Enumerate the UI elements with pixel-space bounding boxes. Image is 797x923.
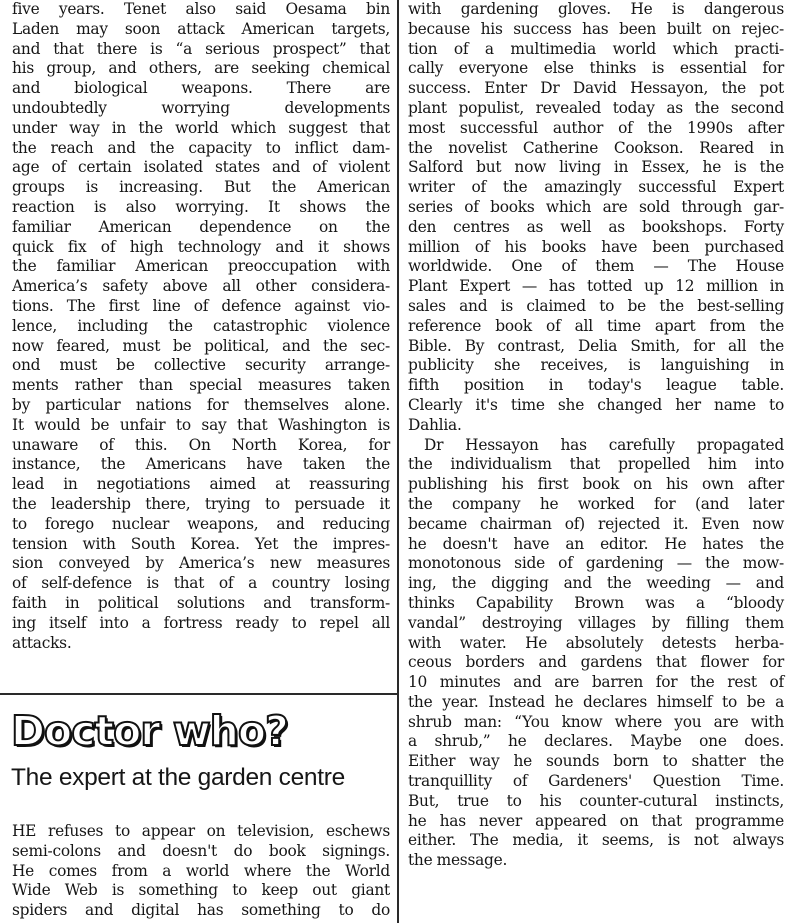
text-line: most successful author of the 1990s after: [408, 118, 784, 137]
text-line: by particular nations for themselves alone.: [12, 395, 390, 414]
text-line: the familiar American preoccupation with: [12, 257, 390, 276]
text-line: a shrub,” he declares. Maybe one does.: [408, 732, 784, 751]
text-line: fifth position in today's league table.: [408, 376, 784, 395]
text-line: He comes from a world where the World: [12, 861, 390, 880]
text-line: five years. Tenet also said Oesama bin: [12, 0, 390, 18]
text-line: age of certain isolated states and of violent: [12, 158, 390, 177]
text-line: familiar American dependence on the: [12, 217, 390, 236]
text-line: ments rather than special measures taken: [12, 376, 390, 395]
text-line: Wide Web is something to keep out giant: [12, 881, 390, 900]
text-line: America’s safety above all other considera-: [12, 277, 390, 296]
text-line: tions. The first line of defence against vio-: [12, 296, 390, 315]
text-line: publicity she receives, is languishing in: [408, 356, 784, 375]
text-line: quick fix of high technology and it shows: [12, 237, 390, 256]
text-line: and that there is “a serious prospect” that: [12, 39, 390, 58]
article-opening: [12, 822, 390, 921]
text-line: plant populist, revealed today as the second: [408, 98, 784, 117]
text-line: publishing his first book on his own after: [408, 475, 784, 494]
text-line: groups is increasing. But the American: [12, 178, 390, 197]
standfirst: The expert at the garden centre: [11, 764, 345, 791]
text-line: he has never appeared on that programme: [408, 811, 784, 830]
text-line: the reach and the capacity to inflict dam-: [12, 138, 390, 157]
text-line: It would be unfair to say that Washington is: [12, 415, 390, 434]
text-line: lead in negotiations aimed at reassuring: [12, 475, 390, 494]
text-line: tranquillity of Gardeners' Question Time.: [408, 772, 784, 791]
text-line: HE refuses to appear on television, eschews: [12, 822, 390, 840]
text-line: with water. He absolutely detests herba-: [408, 633, 784, 652]
text-line: spiders and digital has something to do: [12, 901, 390, 920]
text-line: Salford but now living in Essex, he is the: [408, 158, 784, 177]
text-line: of self-defence is that of a country losing: [12, 574, 390, 593]
text-line: ond must be collective security arrange-: [12, 356, 390, 375]
text-line: cally everyone else thinks is essential for: [408, 59, 784, 78]
text-line: his group, and others, are seeking chemical: [12, 59, 390, 78]
text-line: sion conveyed by America’s new measures: [12, 554, 390, 573]
text-line: sales and is claimed to be the best-selling: [408, 296, 784, 315]
text-line: the company he worked for (and later: [408, 494, 784, 513]
text-line: the year. Instead he declares himself to be a: [408, 692, 784, 711]
text-line: tension with South Korea. Yet the impres-: [12, 534, 390, 553]
text-line: and biological weapons. There are: [12, 79, 390, 98]
text-line: he doesn't have an editor. He hates the: [408, 534, 784, 553]
text-line: success. Enter Dr David Hessayon, the pot: [408, 79, 784, 98]
text-line: because his success has been built on rejec-: [408, 19, 784, 38]
text-line: Plant Expert — has totted up 12 million in: [408, 277, 784, 296]
text-line: the novelist Catherine Cookson. Reared in: [408, 138, 784, 157]
text-line: the message.: [408, 851, 508, 870]
text-line: tion of a multimedia world which practi-: [408, 39, 784, 58]
text-line: reaction is also worrying. It shows the: [12, 197, 390, 216]
text-line: thinks Capability Brown was a “bloody: [408, 593, 784, 612]
right-column-article: [408, 0, 784, 871]
text-line: reference book of all time apart from the: [408, 316, 784, 335]
text-line: den centres as well as bookshops. Forty: [408, 217, 784, 236]
left-column-editorial: [12, 0, 390, 653]
text-line: 10 minutes and are barren for the rest of: [408, 673, 784, 692]
text-line: attacks.: [12, 633, 72, 652]
text-line: writer of the amazingly successful Expert: [408, 178, 784, 197]
text-line: Bible. By contrast, Delia Smith, for all the: [408, 336, 784, 355]
text-line: either. The media, it seems, is not always: [408, 831, 784, 850]
text-line: Clearly it's time she changed her name to: [408, 395, 784, 414]
text-line: worldwide. One of them — The House: [408, 257, 784, 276]
text-line: the individualism that propelled him into: [408, 455, 784, 474]
text-line: with gardening gloves. He is dangerous: [408, 0, 784, 18]
text-line: unaware of this. On North Korea, for: [12, 435, 390, 454]
text-line: Laden may soon attack American targets,: [12, 19, 390, 38]
headline: Doctor who?: [11, 707, 288, 755]
text-line: monotonous side of gardening — the mow-: [408, 554, 784, 573]
text-line: instance, the Americans have taken the: [12, 455, 390, 474]
text-line: became chairman of) rejected it. Even now: [408, 514, 784, 533]
text-line: ing itself into a fortress ready to repel all: [12, 613, 390, 632]
text-line: semi-colons and doesn't do book signings.: [12, 841, 390, 860]
text-line: now feared, must be political, and the sec-: [12, 336, 390, 355]
text-line: Either way he sounds born to shatter the: [408, 752, 784, 771]
column-divider: [397, 0, 399, 923]
story-divider: [0, 693, 397, 695]
text-line: ing, the digging and the weeding — and: [408, 574, 784, 593]
text-line: ceous borders and gardens that flower for: [408, 653, 784, 672]
text-line: vandal” destroying villages by filling them: [408, 613, 784, 632]
text-line: faith in political solutions and transform-: [12, 593, 390, 612]
text-line: the leadership there, trying to persuade it: [12, 494, 390, 513]
text-line: But, true to his counter-cutural instincts,: [408, 791, 784, 810]
text-line: shrub man: “You know where you are with: [408, 712, 784, 731]
text-line: series of books which are sold through gar-: [408, 197, 784, 216]
text-line: Dahlia.: [408, 415, 462, 434]
text-line: lence, including the catastrophic violence: [12, 316, 390, 335]
text-line: undoubtedly worrying developments: [12, 98, 390, 117]
text-line: to forego nuclear weapons, and reducing: [12, 514, 390, 533]
text-line: million of his books have been purchased: [408, 237, 784, 256]
text-line: Dr Hessayon has carefully propagated: [424, 435, 784, 454]
text-line: under way in the world which suggest that: [12, 118, 390, 137]
